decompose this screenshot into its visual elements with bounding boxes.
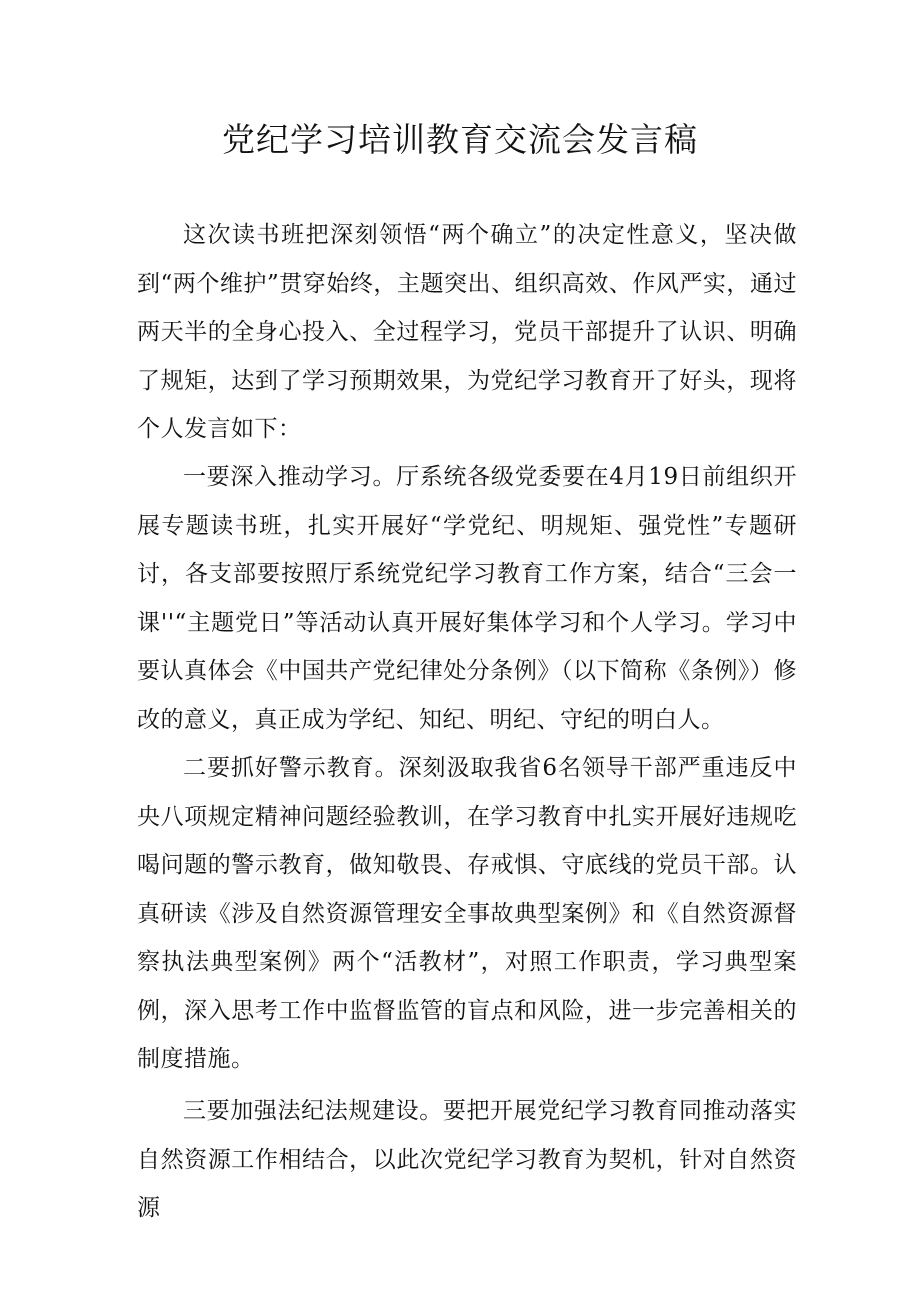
paragraph-point-one: 一要深入推动学习。厅系统各级党委要在4月19日前组织开展专题读书班，扎实开展好“学党纪、明规矩、强党性”专题研讨，各支部要按照厅系统党纪学习教育工作方案，结合“三会一课''“主题党日”等活动认真开展好集体学习和个人学习。学习中要认真体会《中国共产党纪律处分条例》（以下简称《条例》）修改的意义，真正成为学纪、知纪、明纪、守纪的明白人。 <box>137 464 797 733</box>
paragraph-opening: 这次读书班把深刻领悟“两个确立”的决定性意义，坚决做到“两个维护”贯穿始终，主题突出、组织高效、作风严实，通过两天半的全身心投入、全过程学习，党员干部提升了认识、明确了规矩，达到了学习预期效果，为党纪学习教育开了好头，现将个人发言如下： <box>137 222 797 442</box>
paragraph-point-two: 二要抓好警示教育。深刻汲取我省6名领导干部严重违反中央八项规定精神问题经验教训，在学习教育中扎实开展好违规吃喝问题的警示教育，做知敬畏、存戒惧、守底线的党员干部。认真研读《涉及自然资源管理安全事故典型案例》和《自然资源督察执法典型案例》两个“活教材”，对照工作职责，学习典型案例，深入思考工作中监督监管的盲点和风险，进一步完善相关的制度措施。 <box>137 755 797 1072</box>
paragraph-point-three: 三要加强法纪法规建设。要把开展党纪学习教育同推动落实自然资源工作相结合，以此次党纪学习教育为契机，针对自然资源 <box>137 1098 797 1221</box>
document-title: 党纪学习培训教育交流会发言稿 <box>222 120 698 159</box>
